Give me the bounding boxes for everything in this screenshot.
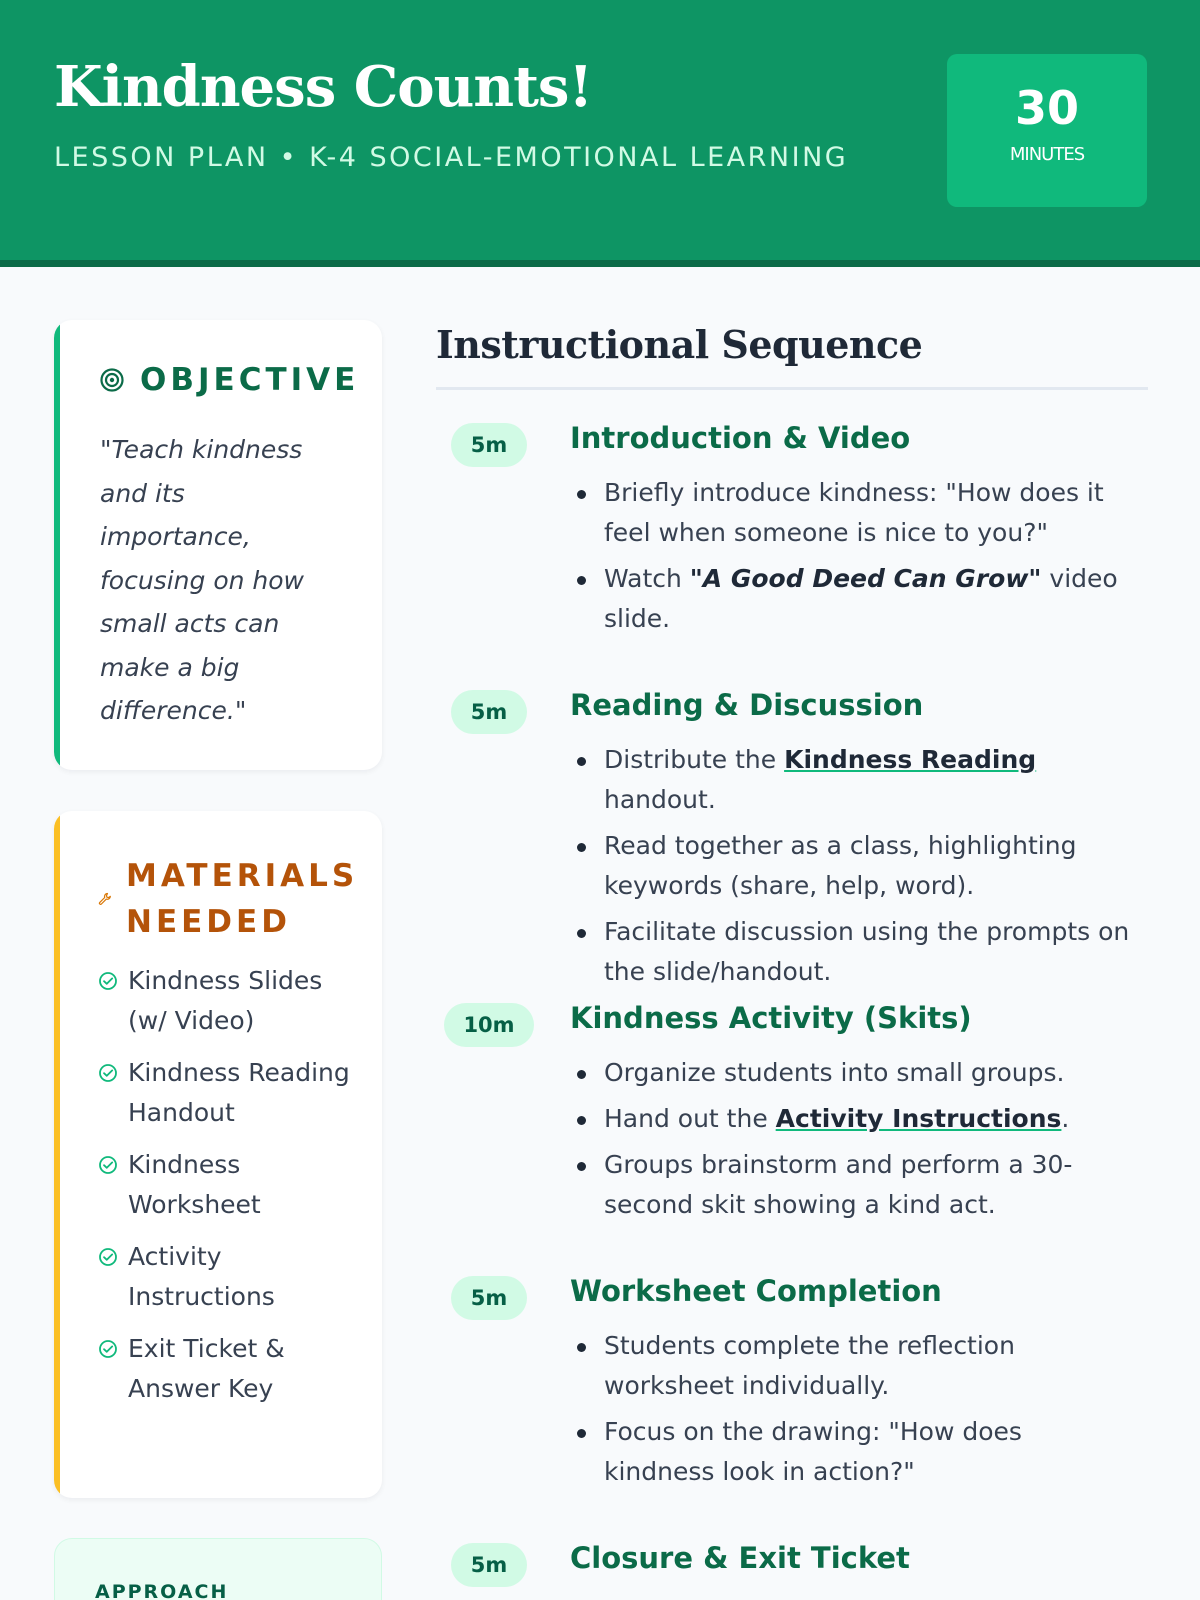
step-title: Reading & Discussion	[570, 688, 924, 722]
step-bullets	[570, 1326, 1140, 1498]
step-title: Worksheet Completion	[570, 1274, 942, 1308]
bullet-text: Focus on the drawing: "How does kindness look in action?"	[604, 1417, 1022, 1486]
duration-value: 30	[1014, 81, 1079, 135]
material-label: Exit Ticket & Answer Key	[128, 1334, 285, 1403]
list-item	[570, 740, 1140, 820]
list-item	[98, 1329, 358, 1409]
list-item	[570, 473, 1140, 553]
list-item	[98, 961, 358, 1041]
list-item	[570, 1145, 1140, 1225]
time-badge: 5m	[451, 1543, 527, 1587]
duration-unit: MINUTES	[1009, 144, 1085, 165]
approach-heading: APPROACH	[95, 1581, 229, 1600]
step-title: Kindness Activity (Skits)	[570, 1001, 972, 1035]
list-item	[98, 1145, 358, 1225]
kindness-reading-link[interactable]: Kindness Reading	[784, 745, 1037, 774]
check-circle-icon	[98, 1339, 118, 1359]
step-bullets	[570, 740, 1140, 998]
time-badge: 10m	[444, 1003, 534, 1047]
materials-list	[98, 961, 358, 1421]
bullet-text: .	[1061, 1104, 1070, 1133]
time-badge: 5m	[451, 423, 527, 467]
step-title: Introduction & Video	[570, 421, 911, 455]
bullet-text: Organize students into small groups.	[604, 1058, 1065, 1087]
bullet-text: video slide.	[604, 564, 1118, 633]
list-item	[570, 1412, 1140, 1492]
check-circle-icon	[98, 1247, 118, 1267]
time-badge: 5m	[451, 1276, 527, 1320]
materials-heading-label: MATERIALS NEEDED	[126, 858, 359, 940]
page-title: Kindness Counts!	[54, 54, 593, 120]
list-item	[570, 912, 1140, 992]
bullet-text: Hand out the	[604, 1104, 776, 1133]
materials-card	[54, 811, 382, 1498]
list-item	[570, 1053, 1140, 1093]
bullet-text: Distribute the	[604, 745, 785, 774]
bullet-text: Groups brainstorm and perform a 30-second skit showing a kind act.	[604, 1150, 1073, 1219]
check-circle-icon	[98, 971, 118, 991]
bullet-text: Briefly introduce kindness: "How does it feel when someone is nice to you?"	[604, 478, 1104, 547]
sequence-title: Instructional Sequence	[436, 322, 923, 367]
list-item	[570, 1326, 1140, 1406]
list-item	[98, 1053, 358, 1133]
check-circle-icon	[98, 1063, 118, 1083]
material-label: Kindness Reading Handout	[128, 1058, 350, 1127]
list-item	[570, 826, 1140, 906]
check-circle-icon	[98, 1155, 118, 1175]
objective-heading	[100, 362, 359, 398]
duration-badge	[947, 54, 1147, 207]
objective-text: "Teach kindness and its importance, focusing on how small acts can make a big difference."	[100, 435, 304, 725]
objective-card	[54, 320, 382, 770]
bullet-text: Facilitate discussion using the prompts on the slide/handout.	[604, 917, 1130, 986]
list-item	[570, 1099, 1140, 1139]
list-item	[570, 559, 1140, 639]
material-label: Kindness Slides (w/ Video)	[128, 966, 323, 1035]
list-item	[98, 1237, 358, 1317]
page-subtitle: LESSON PLAN • K-4 SOCIAL-EMOTIONAL LEARNING	[54, 142, 849, 173]
step-bullets	[570, 1053, 1140, 1231]
bullet-text: Watch	[604, 564, 690, 593]
bullet-text: handout.	[604, 785, 716, 814]
divider	[436, 387, 1148, 390]
target-icon	[100, 368, 124, 392]
step-bullets	[570, 473, 1140, 645]
objective-heading-label: OBJECTIVE	[140, 362, 360, 398]
activity-instructions-link[interactable]: Activity Instructions	[775, 1104, 1062, 1133]
bullet-text: Students complete the reflection worksheet individually.	[604, 1331, 1015, 1400]
lesson-header	[0, 0, 1200, 267]
step-title: Closure & Exit Ticket	[570, 1541, 910, 1575]
wrench-icon	[98, 892, 112, 906]
approach-card	[54, 1538, 382, 1600]
video-title: "A Good Deed Can Grow"	[689, 564, 1042, 593]
time-badge: 5m	[451, 690, 527, 734]
materials-heading	[98, 853, 359, 945]
material-label: Kindness Worksheet	[128, 1150, 261, 1219]
bullet-text: Read together as a class, highlighting keywords (share, help, word).	[604, 831, 1077, 900]
material-label: Activity Instructions	[128, 1242, 275, 1311]
